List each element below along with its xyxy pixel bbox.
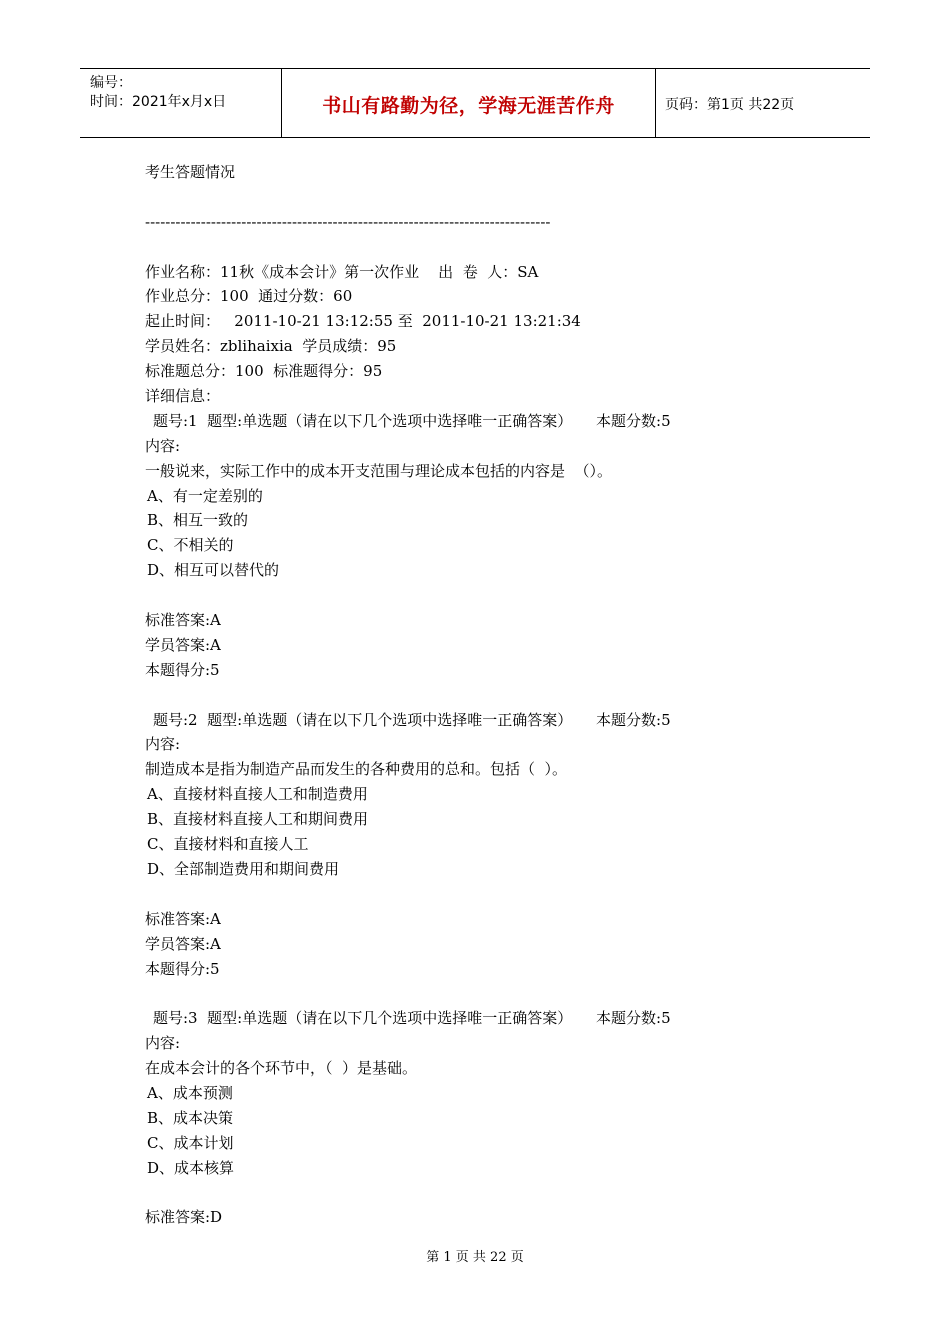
question-1-student-answer: 学员答案:A — [145, 635, 221, 654]
separator-line: -------------------------------------------------------------------------------- — [145, 212, 551, 231]
question-3-head: 题号:3 题型:单选题（请在以下几个选项中选择唯一正确答案） 本题分数:5 — [153, 1009, 671, 1028]
document-body — [145, 160, 805, 1230]
question-3-option-a: A、成本预测 — [147, 1083, 233, 1102]
question-2-content-label: 内容: — [145, 735, 181, 754]
page-footer: 第 1 页 共 22 页 — [426, 1250, 524, 1265]
question-2-score: 本题得分:5 — [145, 959, 220, 978]
question-2-option-c: C、直接材料和直接人工 — [147, 835, 309, 854]
question-2-option-b: B、直接材料直接人工和期间费用 — [147, 810, 369, 829]
header-page-cell — [655, 69, 870, 137]
question-3-option-c: C、成本计划 — [147, 1133, 234, 1152]
page-header — [80, 68, 870, 138]
question-2-standard-answer: 标准答案:A — [145, 909, 221, 928]
info-total-score: 作业总分：100 通过分数：60 — [145, 287, 353, 306]
question-3-standard-answer: 标准答案:D — [145, 1208, 223, 1227]
question-2-student-answer: 学员答案:A — [145, 934, 221, 953]
info-time-range: 起止时间： 2011-10-21 13:12:55 至 2011-10-21 13:21:34 — [145, 312, 581, 331]
info-standard-score: 标准题总分：100 标准题得分：95 — [145, 362, 383, 381]
motto-text: 书山有路勤为径，学海无涯苦作舟 — [322, 95, 615, 117]
question-1-content-label: 内容: — [145, 436, 181, 455]
question-1-standard-answer: 标准答案:A — [145, 611, 221, 630]
question-3-option-b: B、成本决策 — [147, 1108, 234, 1127]
header-left-cell — [80, 69, 281, 137]
question-1-option-b: B、相互一致的 — [147, 511, 249, 530]
question-1-score: 本题得分:5 — [145, 660, 220, 679]
question-2-head: 题号:2 题型:单选题（请在以下几个选项中选择唯一正确答案） 本题分数:5 — [153, 710, 671, 729]
question-1-option-c: C、不相关的 — [147, 536, 234, 555]
time-label: 时间：2021年x月x日 — [90, 94, 227, 110]
question-2-option-a: A、直接材料直接人工和制造费用 — [147, 785, 368, 804]
question-3-stem: 在成本会计的各个环节中，（ ）是基础。 — [145, 1059, 418, 1078]
question-1-head: 题号:1 题型:单选题（请在以下几个选项中选择唯一正确答案） 本题分数:5 — [153, 411, 671, 430]
page-label: 页码：第1页 共22页 — [665, 97, 795, 113]
question-2-option-d: D、全部制造费用和期间费用 — [147, 859, 340, 878]
question-1-option-a: A、有一定差别的 — [147, 486, 263, 505]
info-assignment-name: 作业名称：11秋《成本会计》第一次作业 出 卷 人：SA — [145, 262, 539, 281]
question-1-stem: 一般说来，实际工作中的成本开支范围与理论成本包括的内容是 （）。 — [145, 461, 613, 480]
question-3-content-label: 内容: — [145, 1034, 181, 1053]
header-motto-cell — [281, 69, 656, 137]
question-1-option-d: D、相互可以替代的 — [147, 561, 280, 580]
doc-title: 考生答题情况 — [145, 163, 236, 181]
info-details-label: 详细信息： — [145, 387, 221, 406]
question-2-stem: 制造成本是指为制造产品而发生的各种费用的总和。包括（ ）。 — [145, 760, 568, 779]
info-student: 学员姓名：zblihaixia 学员成绩：95 — [145, 337, 397, 356]
number-label: 编号： — [90, 75, 132, 91]
question-3-option-d: D、成本核算 — [147, 1158, 235, 1177]
